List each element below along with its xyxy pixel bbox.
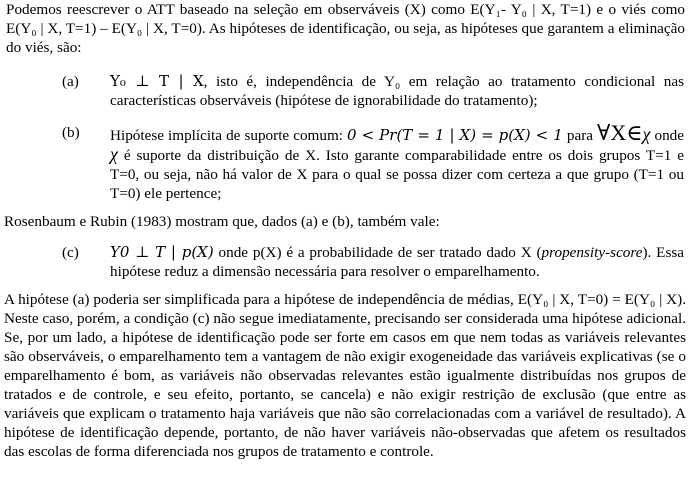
rosenbaum-paragraph: Rosenbaum e Rubin (1983) mostram que, dados (a) e (b), também vale:: [4, 213, 440, 230]
forall-symbol: ∀X∈: [597, 120, 643, 145]
hypothesis-c-formula: Y0 ⊥ T | p(X): [110, 243, 214, 261]
hypothesis-b-intro: Hipótese implícita de suporte comum:: [110, 127, 348, 144]
intro-paragraph: Podemos reescrever o ATT baseado na seleção em observáveis (X) como E(Y₁- Y₀ | X, T=1) e o viés como E(Y₀ | X, T=1) – E(Y₀ | X, T=0). As hipóteses de identificação, ou seja, as hipóteses que garantem a eliminação do viés, são:: [6, 1, 685, 56]
hypothesis-a-text: [110, 72, 684, 110]
closing-paragraph: A hipótese (a) poderia ser simplificada para a hipótese de independência de médias, E(Y₀ | X, T=0) = E(Y₀ | X). Neste caso, porém, a condição (c) não segue imediatamente, precisando ser considerada uma hipótese adicional. Se, por um lado, a hipótese de identificação pode ser forte em casos em que nem todas as variáveis relevantes são observáveis, o emparelhamento tem a vantagem de não exigir exogeneidade das variáveis explicativas (se o emparelhamento é bom, as variáveis não observadas relevantes estão igualmente distribuídas nos grupos de tratados e de controle, e seu efeito, portanto, se cancela) e não exigir restrição de exclusão (que entre as variáveis que explicam o tratamento haja variáveis que não são correlacionadas com a variável de resultado). A hipótese de identificação depende, portanto, de não haver variáveis não-observadas que afetem os resultados das escolas de forma diferenciada nos grupos de tratamento e controle.: [4, 291, 686, 460]
hypothesis-c: [62, 243, 684, 281]
hypothesis-c-text: [110, 243, 684, 281]
hypothesis-c-label: (c): [62, 244, 79, 261]
hypothesis-b-para: para: [562, 127, 593, 144]
hypothesis-a-label: (a): [62, 73, 79, 90]
hypothesis-b-description: é suporte da distribuição de X. Isto garante comparabilidade entre os dois grupos T=1 e T=0, ou seja, não há valor de X para o qual se possa dizer com certeza a que grupo (T=1 ou T=0) ele pertence;: [110, 147, 684, 202]
hypothesis-b: [62, 120, 684, 203]
hypothesis-a-description: , isto é, independência de Y₀ em relação ao tratamento condicional nas características observáveis (hipótese de ignorabilidade do tratamento);: [110, 73, 684, 109]
hypothesis-c-after: ). Essa hipótese reduz a dimensão necessária para resolver o emparelhamento.: [110, 244, 684, 280]
hypothesis-c-before: onde p(X) é a probabilidade de ser tratado dado X (: [213, 244, 542, 261]
chi-symbol-2: χ: [110, 144, 118, 164]
propensity-score-term: propensity-score: [541, 244, 643, 261]
chi-symbol: χ: [642, 124, 651, 144]
hypothesis-b-text: [110, 120, 684, 203]
hypothesis-a-formula: Y₀ ⊥ T | X: [110, 72, 204, 90]
hypothesis-b-onde: onde: [650, 127, 684, 144]
hypothesis-a: [62, 72, 684, 110]
hypothesis-b-label: (b): [62, 124, 80, 141]
hypothesis-b-formula: 0 < Pr(T = 1 | X) = p(X) < 1: [347, 126, 563, 144]
